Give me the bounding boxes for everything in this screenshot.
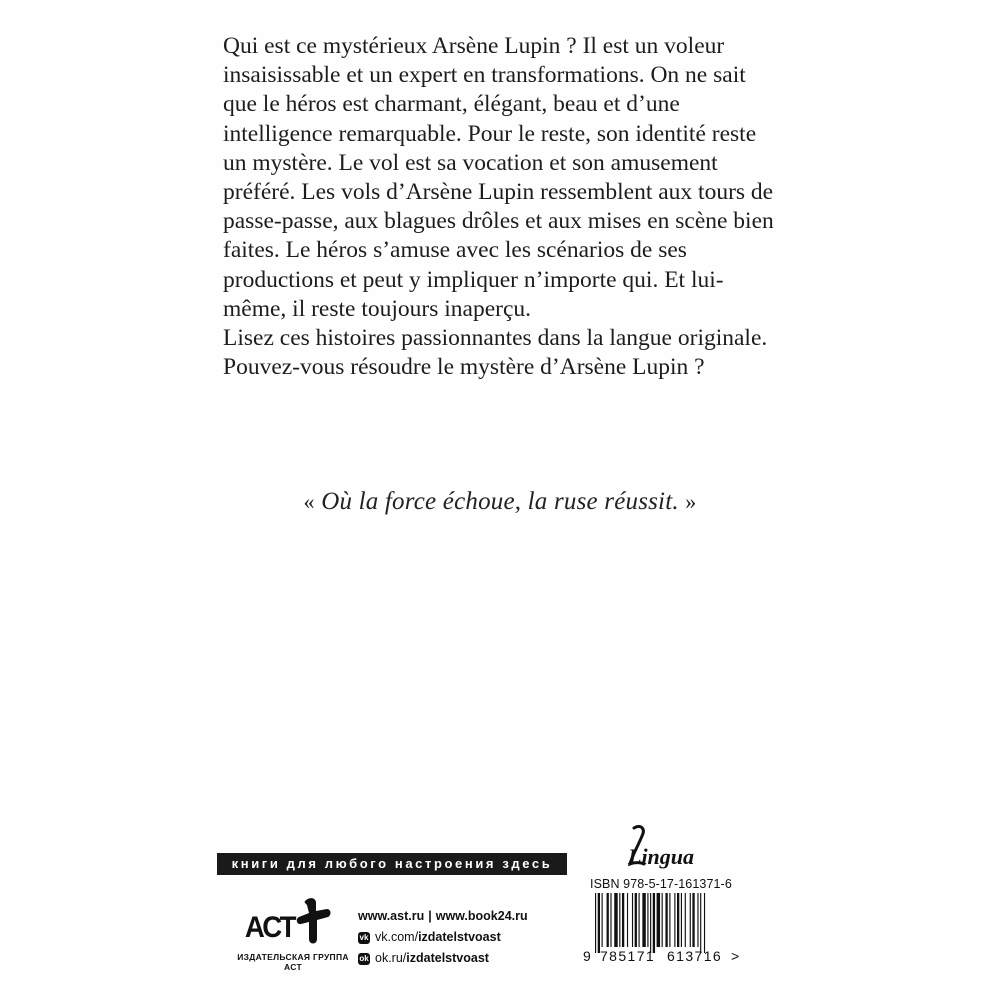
quote-close-mark: »	[685, 489, 697, 514]
vk-icon: vk	[359, 932, 369, 942]
website-ast-link[interactable]: www.ast.ru	[358, 909, 425, 923]
quote-open-mark: «	[303, 489, 315, 514]
barcode-bar	[642, 893, 645, 947]
lingua-logo	[620, 822, 710, 874]
website-separator: |	[428, 909, 432, 923]
barcode-bar	[674, 893, 675, 947]
vk-prefix: vk.com/	[375, 930, 419, 944]
description-text	[223, 32, 783, 382]
barcode-bar	[662, 893, 663, 947]
barcode-bar	[607, 893, 609, 947]
barcode-bar	[602, 893, 603, 947]
barcode-bars	[595, 893, 705, 953]
ast-logo-text: АСТ	[244, 910, 295, 945]
ast-logo-caption: ИЗДАТЕЛЬСКАЯ ГРУППА АСТ	[237, 952, 349, 972]
epigraph-quote	[0, 488, 1000, 516]
barcode-bar	[697, 893, 698, 947]
barcode-bar	[700, 893, 701, 953]
ok-prefix: ok.ru/	[375, 951, 407, 965]
barcode-bar	[647, 893, 648, 947]
publisher-banner: книги для любого настроения здесь	[217, 853, 567, 875]
barcode-bar	[639, 893, 640, 947]
barcode-bar	[704, 893, 705, 953]
barcode-bar	[610, 893, 611, 947]
isbn-label: ISBN 978-5-17-161371-6	[590, 877, 732, 891]
barcode-bar	[627, 893, 628, 947]
lingua-logo-text: Lingua	[628, 844, 695, 869]
vk-handle: izdatelstvoast	[418, 930, 501, 944]
barcode-first-digit: 9	[583, 948, 591, 964]
description-paragraph-2: Lisez ces histoires passionnantes dans la langue originale. Pouvez-vous résoudre le mystère d’Arsène Lupin ?	[223, 325, 768, 381]
barcode-bar	[635, 893, 637, 947]
ok-handle: izdatelstvoast	[406, 951, 489, 965]
barcode-bar	[685, 893, 686, 947]
barcode-bar	[619, 893, 620, 947]
barcode-bar	[650, 893, 651, 953]
description-paragraph-1: Qui est ce mystérieux Arsène Lupin ? Il est un voleur insaisissable et un expert en transformations. On ne sait que le héros est charmant, élégant, beau et d’une intelligence remarquable. Pour le reste, son identité reste un mystère. Le vol est sa vocation et son amusement préféré. Les vols d’Arsène Lupin ressemblent aux tours de passe-passe, aux blagues drôles et aux mises en scène bien faites. Le héros s’amuse avec les scénarios de ses productions et peut y impliquer n’importe qui. Et lui-même, il reste toujours inaperçu.	[223, 33, 774, 322]
barcode-bar	[657, 893, 660, 947]
barcode-bar	[677, 893, 679, 947]
barcode-right-group: 613716	[667, 948, 723, 964]
barcode-bar	[653, 893, 655, 953]
ast-logo	[243, 893, 335, 955]
barcode-bar	[692, 893, 694, 947]
barcode-bar	[614, 893, 617, 947]
barcode-end-mark: >	[731, 948, 740, 964]
websites-row	[358, 906, 528, 927]
barcode-bar	[681, 893, 682, 947]
ok-row[interactable]	[358, 948, 528, 969]
barcode-bar	[669, 893, 670, 947]
publisher-links	[358, 906, 528, 969]
quote-text: Où la force échoue, la ruse réussit.	[321, 488, 679, 515]
barcode-left-group: 785171	[600, 948, 656, 964]
barcode-bar	[622, 893, 624, 947]
vk-row[interactable]	[358, 927, 528, 948]
barcode-bar	[690, 893, 691, 947]
barcode-bar	[598, 893, 600, 953]
barcode-bar	[595, 893, 596, 953]
ok-icon: ok	[359, 953, 369, 963]
isbn-barcode	[583, 893, 743, 965]
barcode-bar	[665, 893, 667, 947]
ast-logo-figure	[297, 898, 331, 943]
barcode-bar	[632, 893, 633, 947]
website-book24-link[interactable]: www.book24.ru	[435, 909, 528, 923]
